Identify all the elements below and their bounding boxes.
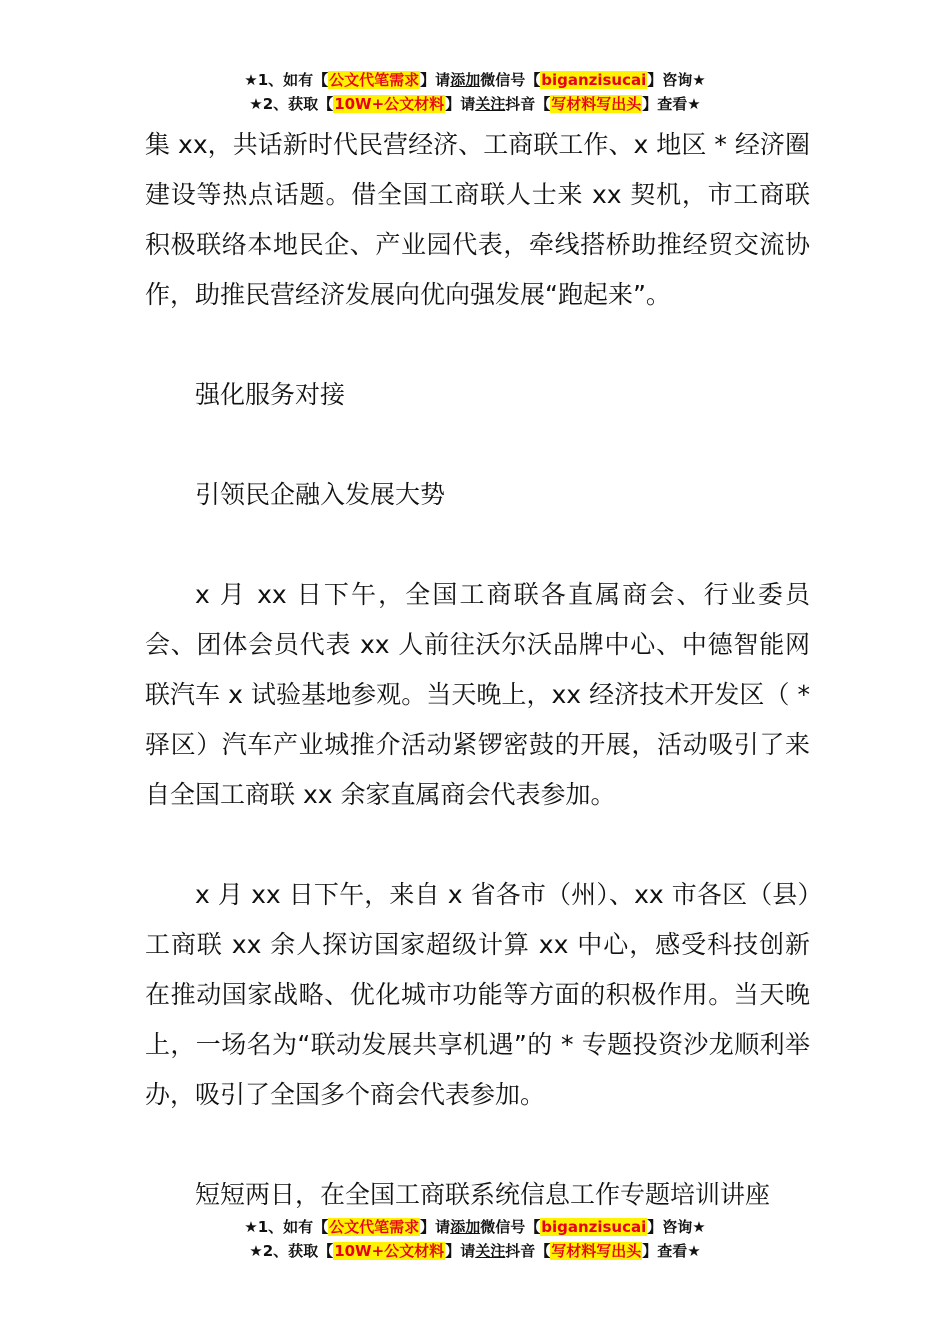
promo-text: 】请 bbox=[420, 1218, 451, 1236]
section-subheading: 引领民企融入发展大势 bbox=[195, 480, 446, 509]
promo-highlight: biganzisucai bbox=[541, 71, 647, 89]
promo-text: 】咨询★ bbox=[647, 71, 706, 89]
promo-text: 微信号【 bbox=[480, 1218, 541, 1236]
promo-highlight: 10W+公文材料 bbox=[334, 1242, 445, 1260]
promo-highlight: 写材料写出头 bbox=[551, 1242, 642, 1260]
body-paragraph: 集 xx，共话新时代民营经济、工商联工作、x 地区 * 经济圈建设等热点话题。借全国工商联人士来 xx 契机，市工商联积极联络本地民企、产业园代表，牵线搭桥助推经贸交流协作，助推民营经济发展向优向强发展“跑起来”。 bbox=[145, 130, 810, 309]
promo-highlight: 公文代笔需求 bbox=[329, 71, 420, 89]
body-paragraph: 短短两日，在全国工商联系统信息工作专题培训讲座 bbox=[195, 1180, 771, 1209]
promo-text: ★1、如有【 bbox=[244, 71, 329, 89]
promo-text: 】查看★ bbox=[642, 95, 701, 113]
footer-promo-banner bbox=[0, 1215, 950, 1263]
promo-line-1 bbox=[0, 1215, 950, 1239]
promo-highlight: biganzisucai bbox=[541, 1218, 647, 1236]
promo-text: 】请 bbox=[420, 71, 451, 89]
promo-text: 微信号【 bbox=[480, 71, 541, 89]
document-body bbox=[145, 120, 810, 1220]
promo-text: 】咨询★ bbox=[647, 1218, 706, 1236]
promo-text: 抖音【 bbox=[505, 95, 551, 113]
promo-line-1 bbox=[0, 68, 950, 92]
body-paragraph: x 月 xx 日下午，来自 x 省各市（州）、xx 市各区（县）工商联 xx 余人探访国家超级计算 xx 中心，感受科技创新在推动国家战略、优化城市功能等方面的积极作用。当天晚上，一场名为“联动发展共享机遇”的 * 专题投资沙龙顺利举办，吸引了全国多个商会代表参加。 bbox=[145, 880, 810, 1109]
promo-emphasis: 关注 bbox=[475, 95, 506, 113]
header-promo-banner bbox=[0, 68, 950, 116]
body-paragraph: x 月 xx 日下午，全国工商联各直属商会、行业委员会、团体会员代表 xx 人前往沃尔沃品牌中心、中德智能网联汽车 x 试验基地参观。当天晚上，xx 经济技术开发区（ * 驿区）汽车产业城推介活动紧锣密鼓的开展，活动吸引了来自全国工商联 xx 余家直属商会代表参加。 bbox=[145, 580, 810, 809]
promo-text: 抖音【 bbox=[505, 1242, 551, 1260]
promo-emphasis: 添加 bbox=[450, 71, 481, 89]
promo-highlight: 10W+公文材料 bbox=[334, 95, 445, 113]
promo-highlight: 公文代笔需求 bbox=[329, 1218, 420, 1236]
promo-text: 】请 bbox=[445, 1242, 476, 1260]
promo-line-2 bbox=[0, 1239, 950, 1263]
promo-text: ★2、获取【 bbox=[249, 1242, 334, 1260]
section-heading: 强化服务对接 bbox=[195, 380, 346, 409]
promo-text: 】请 bbox=[445, 95, 476, 113]
promo-text: ★2、获取【 bbox=[249, 95, 334, 113]
promo-emphasis: 添加 bbox=[450, 1218, 481, 1236]
promo-text: 】查看★ bbox=[642, 1242, 701, 1260]
promo-text: ★1、如有【 bbox=[244, 1218, 329, 1236]
promo-highlight: 写材料写出头 bbox=[551, 95, 642, 113]
promo-line-2 bbox=[0, 92, 950, 116]
promo-emphasis: 关注 bbox=[475, 1242, 506, 1260]
